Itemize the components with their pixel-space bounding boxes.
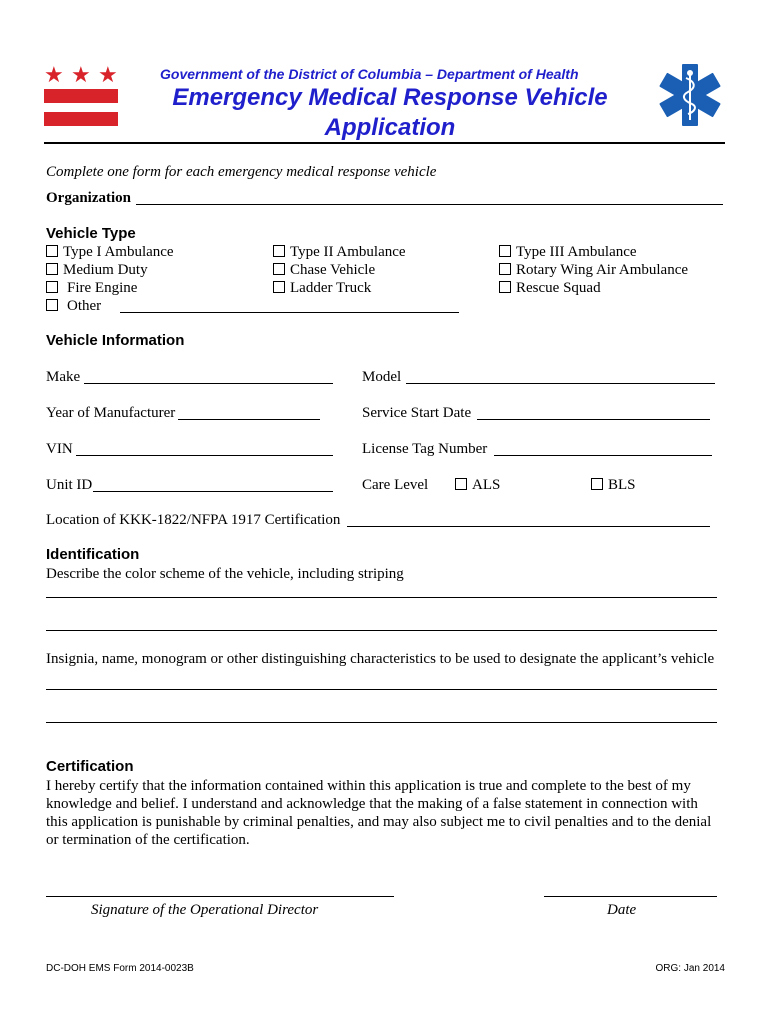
checkbox[interactable] xyxy=(499,263,511,275)
certification-text-1: I hereby certify that the information contained within this application is true and complete to the best of my xyxy=(46,778,691,794)
checkbox[interactable] xyxy=(455,478,467,490)
color-scheme-line-2[interactable] xyxy=(46,630,717,631)
organization-field[interactable] xyxy=(136,204,723,205)
form-title-line2: Application xyxy=(324,114,456,141)
option-type-iii-ambulance[interactable]: Type III Ambulance xyxy=(499,243,637,261)
checkbox[interactable] xyxy=(46,281,58,293)
flag-star-icon: ★ xyxy=(71,62,91,87)
checkbox[interactable] xyxy=(273,245,285,257)
year-field[interactable] xyxy=(178,419,320,420)
option-rescue-squad[interactable]: Rescue Squad xyxy=(499,279,601,297)
director-signature-label: Signature of the Operational Director xyxy=(91,902,319,918)
form-id: DC-DOH EMS Form 2014-0023B xyxy=(46,963,194,974)
dc-flag-icon xyxy=(44,64,120,128)
option-rotary-wing[interactable]: Rotary Wing Air Ambulance xyxy=(499,261,688,279)
organization-label: Organization xyxy=(46,190,131,206)
flag-star-icon: ★ xyxy=(98,62,118,87)
vin-label: VIN xyxy=(46,441,73,457)
date-field[interactable] xyxy=(544,896,717,897)
insignia-line-1[interactable] xyxy=(46,689,717,690)
checkbox[interactable] xyxy=(46,299,58,311)
model-label: Model xyxy=(362,369,402,385)
color-scheme-prompt: Describe the color scheme of the vehicle, including striping xyxy=(46,566,404,582)
care-level-label: Care Level xyxy=(362,477,429,493)
flag-bar xyxy=(44,89,118,103)
color-scheme-line-1[interactable] xyxy=(46,597,717,598)
vehicle-type-heading: Vehicle Type xyxy=(46,225,136,242)
vin-field[interactable] xyxy=(76,455,333,456)
header-rule xyxy=(44,142,725,144)
certification-location-label: Location of KKK-1822/NFPA 1917 Certification xyxy=(46,512,341,528)
unit-id-field[interactable] xyxy=(93,491,333,492)
star-of-life-icon xyxy=(658,62,722,128)
checkbox[interactable] xyxy=(273,281,285,293)
identification-heading: Identification xyxy=(46,546,140,563)
unit-id-label: Unit ID xyxy=(46,477,93,493)
certification-text-4: or termination of the certification. xyxy=(46,832,250,848)
service-start-label: Service Start Date xyxy=(362,405,472,421)
flag-bar xyxy=(44,112,118,126)
option-fire-engine[interactable]: Fire Engine xyxy=(46,279,137,297)
insignia-line-2[interactable] xyxy=(46,722,717,723)
option-type-i-ambulance[interactable]: Type I Ambulance xyxy=(46,243,174,261)
option-medium-duty[interactable]: Medium Duty xyxy=(46,261,148,279)
checkbox[interactable] xyxy=(499,245,511,257)
intro-text: Complete one form for each emergency medical response vehicle xyxy=(46,164,437,180)
model-field[interactable] xyxy=(406,383,715,384)
other-field[interactable] xyxy=(120,312,459,313)
license-label: License Tag Number xyxy=(362,441,488,457)
bls-option[interactable]: BLS xyxy=(591,476,636,494)
director-signature-field[interactable] xyxy=(46,896,394,897)
checkbox[interactable] xyxy=(591,478,603,490)
certification-heading: Certification xyxy=(46,758,134,775)
option-type-ii-ambulance[interactable]: Type II Ambulance xyxy=(273,243,406,261)
checkbox[interactable] xyxy=(46,245,58,257)
form-title-line1: Emergency Medical Response Vehicle xyxy=(172,84,608,111)
option-chase-vehicle[interactable]: Chase Vehicle xyxy=(273,261,375,279)
checkbox[interactable] xyxy=(46,263,58,275)
year-label: Year of Manufacturer xyxy=(46,405,176,421)
date-label: Date xyxy=(607,902,637,918)
vehicle-info-heading: Vehicle Information xyxy=(46,332,185,349)
insignia-prompt: Insignia, name, monogram or other distinguishing characteristics to be used to designate the applicant’s vehicle xyxy=(46,651,715,667)
checkbox[interactable] xyxy=(273,263,285,275)
org-date: ORG: Jan 2014 xyxy=(655,963,725,974)
make-field[interactable] xyxy=(84,383,333,384)
service-start-field[interactable] xyxy=(477,419,710,420)
flag-star-icon: ★ xyxy=(44,62,64,87)
certification-location-field[interactable] xyxy=(347,526,710,527)
option-ladder-truck[interactable]: Ladder Truck xyxy=(273,279,371,297)
certification-text-3: this application is punishable by criminal penalties, and may also subject me to civil penalties and to the denial xyxy=(46,814,712,830)
certification-text-2: knowledge and belief. I understand and acknowledge that the making of a false statement in connection with xyxy=(46,796,698,812)
als-option[interactable]: ALS xyxy=(455,476,500,494)
agency-name: Government of the District of Columbia – Department of Health xyxy=(160,66,579,82)
checkbox[interactable] xyxy=(499,281,511,293)
option-other[interactable]: Other xyxy=(46,297,101,315)
license-field[interactable] xyxy=(494,455,712,456)
make-label: Make xyxy=(46,369,81,385)
